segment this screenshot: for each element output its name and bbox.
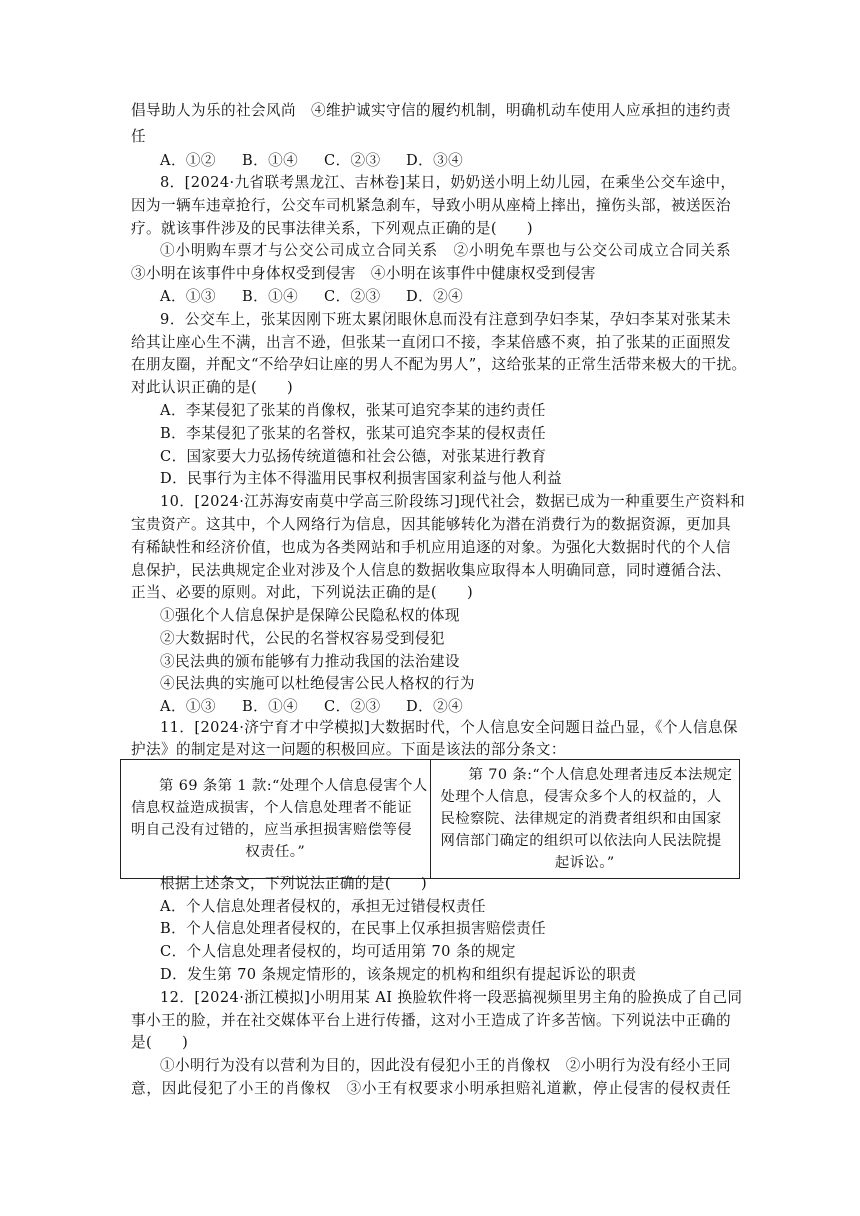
article-70-cell	[430, 760, 740, 879]
q10-statement-4: ④民法典的实施可以杜绝侵害公民人格权的行为	[160, 675, 475, 692]
option-d[interactable]: D．②④	[406, 698, 464, 715]
q8-stem-line: 因为一辆车违章抢行，公交车司机紧急刹车，导致小明从座椅上摔出，撞伤头部，被送医治	[131, 197, 731, 214]
q8-options	[160, 286, 720, 308]
option-b[interactable]: B．①④	[242, 152, 299, 169]
article-69-line: 信息权益造成损害，个人信息处理者不能证	[131, 800, 413, 816]
q9-stem-line: 对此认识正确的是( )	[131, 379, 294, 396]
option-b[interactable]: B．①④	[242, 698, 299, 715]
q9-choice-c[interactable]: C．国家要大力弘扬传统道德和社会公德，对张某进行教育	[160, 448, 547, 465]
q9-stem-line: 给其让座心生不满，出言不逊，但张某一直闭口不接，李某倍感不爽，拍了张某的正面照发	[131, 334, 731, 351]
q11-choice-b[interactable]: B．个人信息处理者侵权的，在民事上仅承担损害赔偿责任	[160, 920, 546, 937]
q11-stem-line: 护法》的制定是对这一问题的积极回应。下面是该法的部分条文：	[131, 741, 566, 758]
q12-stem-line: 事小王的脸，并在社交媒体平台上进行传播，这对小王造成了许多苦恼。下列说法中正确的	[131, 1012, 731, 1029]
option-c[interactable]: C．②③	[324, 152, 381, 169]
q10-statement-1: ①强化个人信息保护是保障公民隐私权的体现	[160, 607, 460, 624]
q11-choice-c[interactable]: C．个人信息处理者侵权的，均可适用第 70 条的规定	[160, 943, 516, 960]
q10-statement-3: ③民法典的颁布能够有力推动我国的法治建设	[160, 653, 460, 670]
law-articles-table	[120, 759, 740, 879]
option-a[interactable]: A．①②	[160, 152, 216, 169]
q9-choice-a[interactable]: A．李某侵犯了张某的肖像权，张某可追究李某的违约责任	[160, 402, 546, 419]
q8-stem-line: 疗。就该事件涉及的民事法律关系，下列观点正确的是( )	[131, 220, 534, 237]
article-69-line: 第 69 条第 1 款:“处理个人信息侵害个人	[159, 778, 428, 794]
q9-choice-b[interactable]: B．李某侵犯了张某的名誉权，张某可追究李某的侵权责任	[160, 425, 546, 442]
q7-text-line: 任	[131, 128, 146, 145]
article-69-line: 权责任。”	[245, 844, 306, 860]
q12-statement-line: ①小明行为没有以营利为目的，因此没有侵犯小王的肖像权 ②小明行为没有经小王同	[160, 1057, 731, 1074]
q8-stem-line: 8．[2024·九省联考黑龙江、吉林卷]某日，奶奶送小明上幼儿园，在乘坐公交车途中，	[160, 174, 736, 191]
q10-stem-line: 宝贵资产。这其中，个人网络行为信息，因其能够转化为潜在消费行为的数据资源，更加具	[131, 516, 731, 533]
q10-options	[160, 696, 720, 718]
article-70-line: 起诉讼。”	[554, 855, 615, 871]
q12-stem-line: 是( )	[131, 1034, 189, 1051]
q10-stem-line: 息保护，民法典规定企业对涉及个人信息的数据收集应取得本人明确同意，同时遵循合法、	[131, 562, 731, 579]
q9-choice-d[interactable]: D．民事行为主体不得滥用民事权利损害国家利益与他人利益	[160, 470, 562, 487]
q11-choice-a[interactable]: A．个人信息处理者侵权的，承担无过错侵权责任	[160, 898, 486, 915]
q11-stem-line: 11．[2024·济宁育才中学模拟]大数据时代，个人信息安全问题日益凸显，《个人信息保	[160, 719, 738, 736]
q10-stem-line: 10．[2024·江苏海安南莫中学高三阶段练习]现代社会，数据已成为一种重要生产资料和	[160, 493, 746, 510]
option-c[interactable]: C．②③	[324, 288, 381, 305]
option-c[interactable]: C．②③	[324, 698, 381, 715]
option-a[interactable]: A．①③	[160, 288, 216, 305]
q10-stem-line: 正当、必要的原则。对此，下列说法正确的是( )	[131, 584, 474, 601]
option-d[interactable]: D．②④	[406, 288, 464, 305]
q7-text-line: 倡导助人为乐的社会风尚 ④维护诚实守信的履约机制，明确机动车使用人应承担的违约责	[131, 102, 731, 119]
q7-options	[160, 150, 720, 172]
article-69-cell	[121, 760, 431, 879]
q11-choice-d[interactable]: D．发生第 70 条规定情形的，该条规定的机构和组织有提起诉讼的职责	[160, 966, 637, 983]
option-b[interactable]: B．①④	[242, 288, 299, 305]
article-70-line: 处理个人信息，侵害众多个人的权益的，人	[440, 789, 722, 805]
article-70-line: 民检察院、法律规定的消费者组织和由国家	[440, 811, 722, 827]
q8-statement-line: ①小明购车票才与公交公司成立合同关系 ②小明免车票也与公交公司成立合同关系	[160, 242, 731, 259]
q12-statement-line: 意，因此侵犯了小王的肖像权 ③小王有权要求小明承担赔礼道歉，停止侵害的侵权责任	[131, 1080, 731, 1097]
q10-statement-2: ②大数据时代，公民的名誉权容易受到侵犯	[160, 630, 445, 647]
q9-stem-line: 9．公交车上，张某因刚下班太累闭眼休息而没有注意到孕妇李某，孕妇李某对张某未	[160, 311, 731, 328]
q8-statement-line: ③小明在该事件中身体权受到侵害 ④小明在该事件中健康权受到侵害	[131, 265, 596, 282]
q11-question-line: 根据上述条文，下列说法正确的是( )	[160, 875, 428, 892]
article-69-line: 明自己没有过错的，应当承担损害赔偿等侵	[131, 822, 413, 838]
q12-stem-line: 12．[2024·浙江模拟]小明用某 AI 换脸软件将一段恶搞视频里男主角的脸换成了自己同	[160, 989, 743, 1006]
article-70-line: 网信部门确定的组织可以依法向人民法院提	[440, 833, 722, 849]
q10-stem-line: 有稀缺性和经济价值，也成为各类网站和手机应用追逐的对象。为强化大数据时代的个人信	[131, 539, 731, 556]
article-70-line: 第 70 条:“个人信息处理者违反本法规定	[468, 767, 733, 783]
q9-stem-line: 在朋友圈，并配文“不给孕妇让座的男人不配为男人”，这给张某的正常生活带来极大的干扰。	[131, 356, 747, 373]
option-d[interactable]: D．③④	[406, 152, 464, 169]
option-a[interactable]: A．①③	[160, 698, 216, 715]
